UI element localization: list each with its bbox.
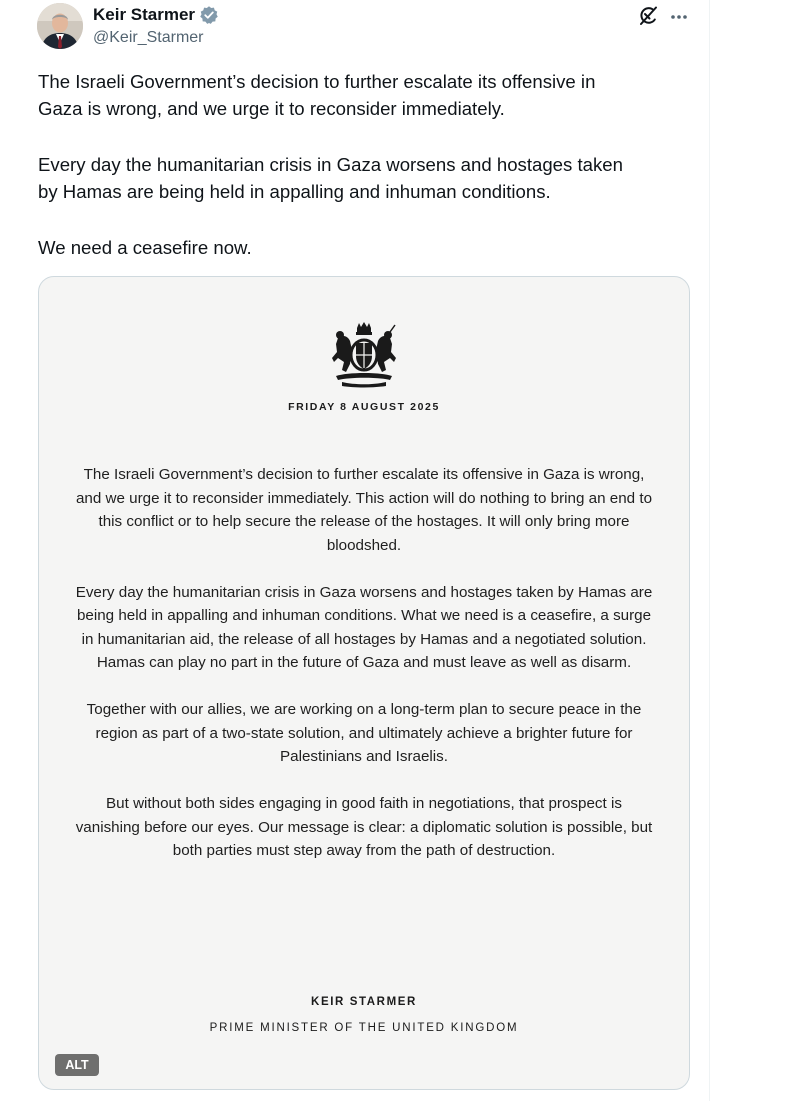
tweet-line: Gaza is wrong, and we urge it to reconsider immediately. [38, 98, 505, 119]
signature-name: KEIR STARMER [311, 996, 417, 1008]
statement-paragraph: But without both sides engaging in good faith in negotiations, that prospect is vanishing before our eyes. Our message is clear: a diplomatic solution is possible, but both parties must step away from the path of destruction. [75, 795, 653, 859]
tweet-paragraph [38, 68, 688, 122]
tweet-line: Every day the humanitarian crisis in Gaza worsens and hostages taken [38, 154, 623, 175]
column-divider [709, 0, 710, 1101]
tweet-line: The Israeli Government’s decision to further escalate its offensive in [38, 71, 596, 92]
statement-paragraph: Together with our allies, we are working on a long-term plan to secure peace in the region as part of a two-state solution, and ultimately achieve a brighter future for Palestinians and Israelis. [86, 701, 642, 765]
statement-paragraph: The Israeli Government’s decision to further escalate its offensive in Gaza is wrong, and we urge it to reconsider immediately. This action will do nothing to bring an end to this conflict or to help secure the release of the hostages. It will only bring more bloodshed. [75, 466, 653, 554]
statement-body [74, 463, 654, 886]
avatar-image [37, 3, 83, 49]
tweet-text [38, 68, 688, 290]
more-options-icon[interactable] [668, 6, 690, 28]
alt-text-button[interactable]: ALT [55, 1054, 99, 1076]
statement-image[interactable] [38, 276, 690, 1090]
statement-paragraph: Every day the humanitarian crisis in Gaza worsens and hostages taken by Hamas are being held in appalling and inhuman conditions. What we need is a ceasefire, a surge in humanitarian aid, the release of all hostages by Hamas and a negotiated solution. Hamas can play no part in the future of Gaza and must leave as well as disarm. [75, 583, 653, 671]
tweet-line: by Hamas are being held in appalling and inhuman conditions. [38, 181, 551, 202]
author-handle[interactable]: @Keir_Starmer [93, 29, 204, 46]
avatar[interactable] [37, 3, 83, 49]
tweet-line: We need a ceasefire now. [38, 237, 252, 258]
verified-badge-icon[interactable] [199, 5, 219, 25]
signature-title: PRIME MINISTER OF THE UNITED KINGDOM [209, 1022, 519, 1034]
tweet-paragraph [38, 151, 688, 205]
statement-date: FRIDAY 8 AUGUST 2025 [288, 401, 440, 413]
author-name-row [93, 4, 219, 26]
tweet-paragraph [38, 234, 688, 261]
author-display-name[interactable]: Keir Starmer [93, 5, 196, 24]
grok-icon[interactable] [637, 5, 659, 27]
royal-coat-of-arms-icon [328, 322, 400, 388]
